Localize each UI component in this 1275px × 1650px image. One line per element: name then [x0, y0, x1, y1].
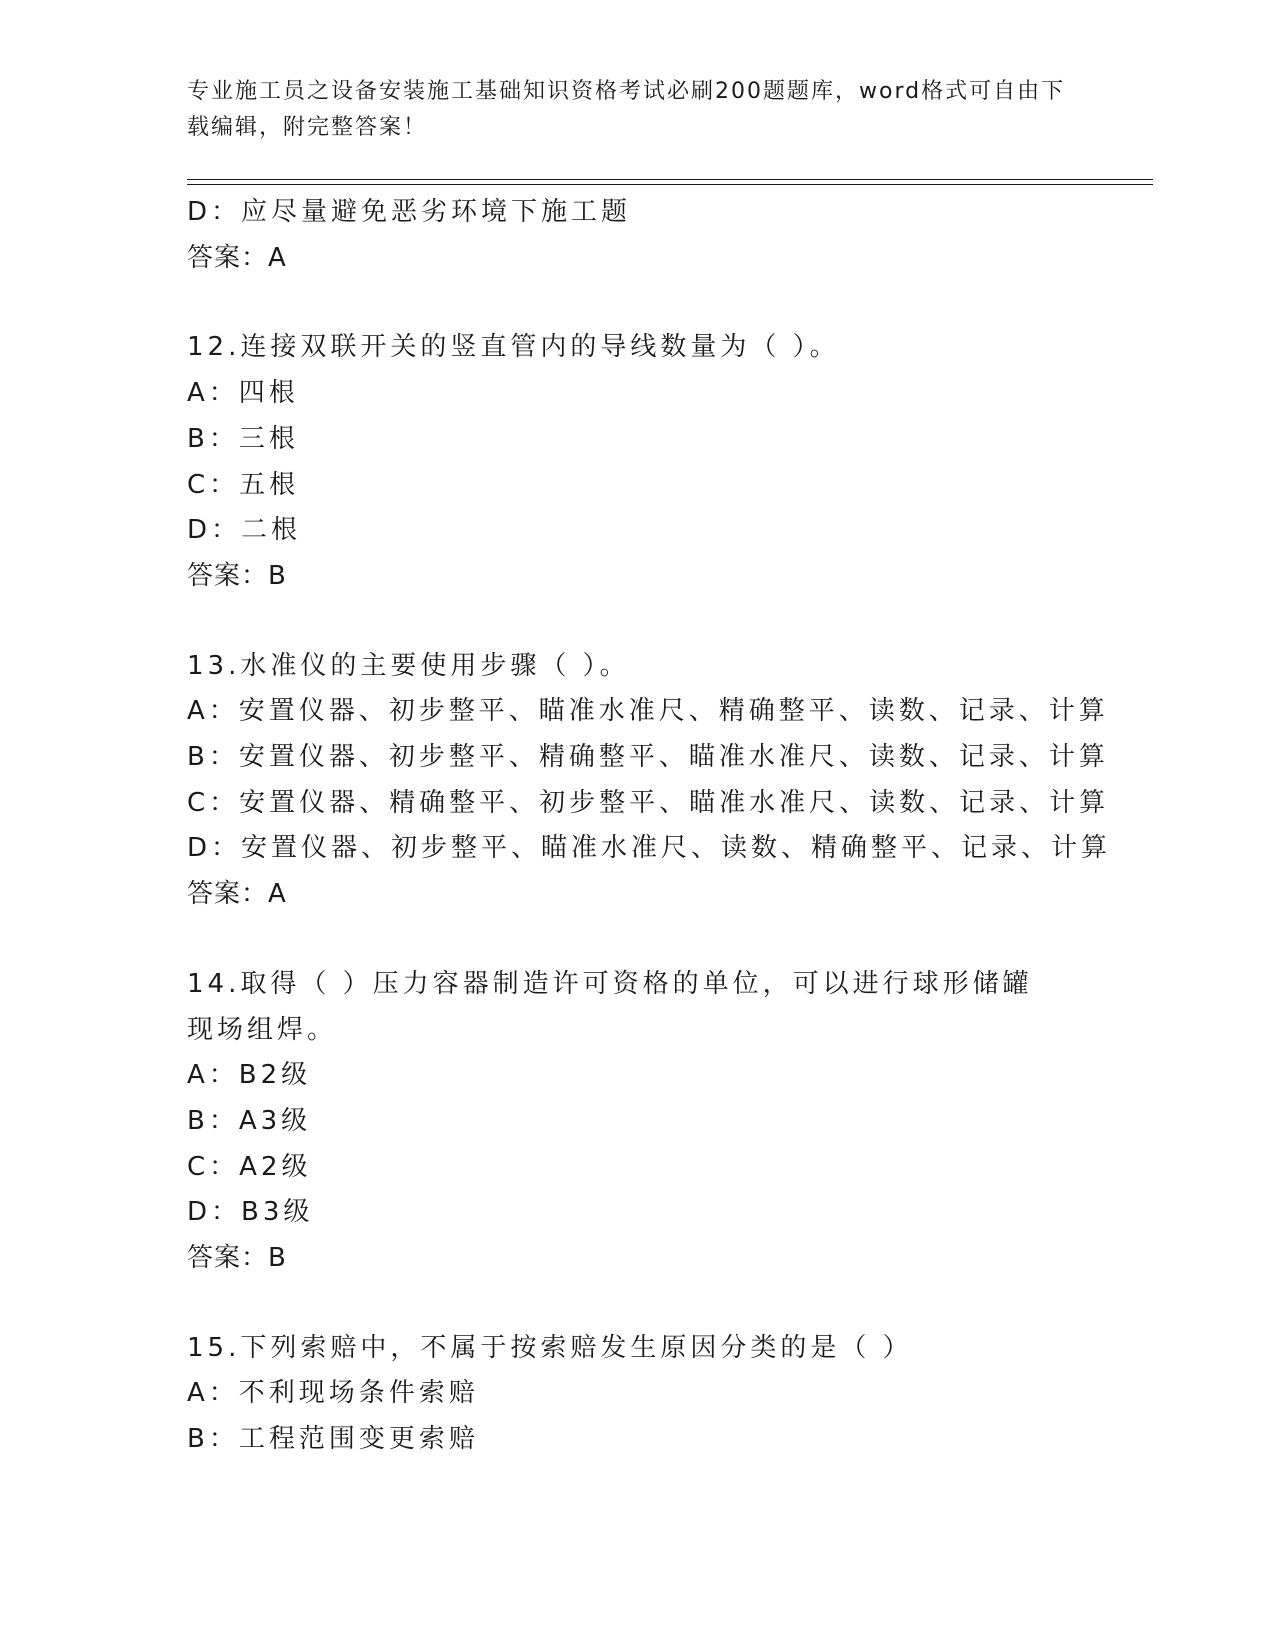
option-c: C：A2级 [187, 1151, 312, 1182]
answer-line: 答案：A [187, 242, 287, 273]
question-15 [187, 1326, 1087, 1463]
question-stem: 13.水准仪的主要使用步骤（ ）。 [187, 650, 630, 681]
question-stem: 14.取得（ ）压力容器制造许可资格的单位，可以进行球形储罐现场组焊。 [187, 968, 1033, 1045]
document-header: 专业施工员之设备安装施工基础知识资格考试必刷200题题库，word格式可自由下载编辑，附完整答案！ [187, 79, 1066, 140]
option-c: C：安置仪器、精确整平、初步整平、瞄准水准尺、读数、记录、计算 [187, 787, 1110, 818]
header-divider-top [187, 179, 1153, 180]
question-stem: 15.下列索赔中，不属于按索赔发生原因分类的是（ ） [187, 1332, 913, 1363]
question-spacer [187, 918, 1087, 962]
answer-line: 答案：B [187, 1243, 287, 1274]
option-d: D：应尽量避免恶劣环境下施工题 [187, 197, 632, 227]
question-fragment [187, 190, 1087, 281]
option-b: B：A3级 [187, 1105, 312, 1136]
header-divider-bottom [187, 184, 1153, 185]
option-a: A：四根 [187, 378, 299, 409]
option-a: A：B2级 [187, 1060, 312, 1091]
option-d: D：安置仪器、初步整平、瞄准水准尺、读数、精确整平、记录、计算 [187, 833, 1112, 864]
option-b: B：工程范围变更索赔 [187, 1424, 479, 1455]
question-spacer [187, 600, 1087, 644]
option-c: C：五根 [187, 469, 300, 500]
question-list [187, 190, 1112, 1463]
option-a: A：安置仪器、初步整平、瞄准水准尺、精确整平、读数、记录、计算 [187, 696, 1109, 727]
option-b: B：三根 [187, 423, 299, 454]
option-d: D：B3级 [187, 1197, 314, 1228]
option-b: B：安置仪器、初步整平、精确整平、瞄准水准尺、读数、记录、计算 [187, 742, 1109, 773]
question-13 [187, 644, 1112, 918]
question-spacer [187, 1282, 1087, 1326]
question-stem: 12.连接双联开关的竖直管内的导线数量为（ ）。 [187, 332, 840, 363]
question-12 [187, 325, 1087, 599]
answer-line: 答案：A [187, 879, 287, 910]
question-14 [187, 962, 1087, 1282]
question-spacer [187, 281, 1087, 325]
option-d: D：二根 [187, 515, 302, 546]
option-a: A：不利现场条件索赔 [187, 1378, 479, 1409]
answer-line: 答案：B [187, 560, 287, 591]
